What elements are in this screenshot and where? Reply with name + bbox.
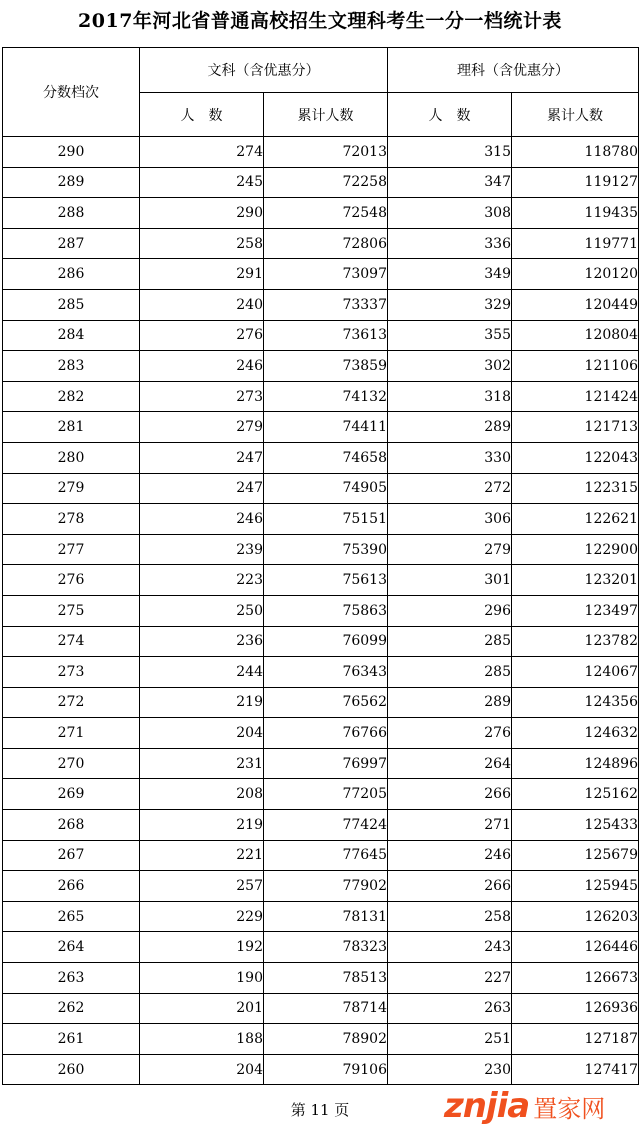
- table-row: [3, 779, 639, 810]
- table-row: [3, 687, 639, 718]
- arts-count-cell: 258: [140, 228, 264, 259]
- arts-cumulative-cell: 74658: [264, 442, 388, 473]
- science-count-cell: 308: [388, 198, 512, 229]
- watermark-logo-text: znjia: [444, 1086, 530, 1126]
- arts-count-cell: 190: [140, 963, 264, 994]
- science-count-cell: 246: [388, 840, 512, 871]
- science-cumulative-cell: 127417: [512, 1054, 639, 1085]
- arts-count-cell: 236: [140, 626, 264, 657]
- science-cumulative-cell: 123201: [512, 565, 639, 596]
- science-count-cell: 355: [388, 320, 512, 351]
- arts-count-cell: 231: [140, 748, 264, 779]
- arts-count-header: 人 数: [140, 93, 264, 137]
- score-cell: 267: [3, 840, 140, 871]
- science-count-cell: 264: [388, 748, 512, 779]
- arts-count-cell: 192: [140, 932, 264, 963]
- science-cumulative-cell: 126446: [512, 932, 639, 963]
- score-cell: 290: [3, 137, 140, 168]
- arts-cumulative-header: 累计人数: [264, 93, 388, 137]
- science-count-cell: 276: [388, 718, 512, 749]
- arts-count-cell: 247: [140, 473, 264, 504]
- score-cell: 279: [3, 473, 140, 504]
- arts-cumulative-cell: 79106: [264, 1054, 388, 1085]
- table-row: [3, 381, 639, 412]
- science-count-cell: 302: [388, 351, 512, 382]
- score-cell: 265: [3, 901, 140, 932]
- science-cumulative-cell: 120449: [512, 289, 639, 320]
- table-row: [3, 228, 639, 259]
- science-cumulative-cell: 123497: [512, 595, 639, 626]
- science-count-cell: 258: [388, 901, 512, 932]
- arts-cumulative-cell: 77205: [264, 779, 388, 810]
- score-cell: 270: [3, 748, 140, 779]
- arts-cumulative-cell: 73097: [264, 259, 388, 290]
- science-count-header: 人 数: [388, 93, 512, 137]
- arts-cumulative-cell: 76562: [264, 687, 388, 718]
- arts-cumulative-cell: 73613: [264, 320, 388, 351]
- science-count-cell: 289: [388, 687, 512, 718]
- table-row: [3, 198, 639, 229]
- score-cell: 264: [3, 932, 140, 963]
- arts-cumulative-cell: 78513: [264, 963, 388, 994]
- arts-count-cell: 250: [140, 595, 264, 626]
- arts-cumulative-cell: 73337: [264, 289, 388, 320]
- arts-cumulative-cell: 78714: [264, 993, 388, 1024]
- arts-cumulative-cell: 77424: [264, 810, 388, 841]
- score-cell: 278: [3, 504, 140, 535]
- science-cumulative-cell: 120804: [512, 320, 639, 351]
- arts-count-cell: 279: [140, 412, 264, 443]
- table-row: [3, 167, 639, 198]
- score-cell: 280: [3, 442, 140, 473]
- score-cell: 277: [3, 534, 140, 565]
- watermark-site-name: 置家网: [533, 1094, 606, 1123]
- score-cell: 273: [3, 657, 140, 688]
- arts-count-cell: 257: [140, 871, 264, 902]
- arts-cumulative-cell: 75613: [264, 565, 388, 596]
- arts-count-cell: 208: [140, 779, 264, 810]
- science-cumulative-cell: 122043: [512, 442, 639, 473]
- score-cell: 261: [3, 1024, 140, 1055]
- arts-count-cell: 274: [140, 137, 264, 168]
- score-cell: 287: [3, 228, 140, 259]
- arts-cumulative-cell: 78323: [264, 932, 388, 963]
- science-count-cell: 230: [388, 1054, 512, 1085]
- science-count-cell: 263: [388, 993, 512, 1024]
- arts-count-cell: 204: [140, 1054, 264, 1085]
- score-cell: 274: [3, 626, 140, 657]
- science-cumulative-cell: 124896: [512, 748, 639, 779]
- arts-count-cell: 229: [140, 901, 264, 932]
- table-row: [3, 1054, 639, 1085]
- science-count-cell: 227: [388, 963, 512, 994]
- arts-count-cell: 221: [140, 840, 264, 871]
- science-cumulative-cell: 124356: [512, 687, 639, 718]
- table-row: [3, 442, 639, 473]
- table-row: [3, 993, 639, 1024]
- science-cumulative-cell: 126203: [512, 901, 639, 932]
- science-cumulative-cell: 120120: [512, 259, 639, 290]
- arts-count-cell: 201: [140, 993, 264, 1024]
- arts-cumulative-cell: 77645: [264, 840, 388, 871]
- table-row: [3, 657, 639, 688]
- score-column-header: 分数档次: [3, 48, 140, 137]
- score-cell: 266: [3, 871, 140, 902]
- science-count-cell: 306: [388, 504, 512, 535]
- table-row: [3, 534, 639, 565]
- science-count-cell: 272: [388, 473, 512, 504]
- arts-cumulative-cell: 74905: [264, 473, 388, 504]
- score-cell: 260: [3, 1054, 140, 1085]
- science-cumulative-cell: 125945: [512, 871, 639, 902]
- score-table: [2, 47, 639, 1085]
- table-row: [3, 473, 639, 504]
- score-cell: 275: [3, 595, 140, 626]
- science-count-cell: 349: [388, 259, 512, 290]
- arts-count-cell: 291: [140, 259, 264, 290]
- score-cell: 284: [3, 320, 140, 351]
- science-count-cell: 289: [388, 412, 512, 443]
- arts-cumulative-cell: 78902: [264, 1024, 388, 1055]
- science-count-cell: 336: [388, 228, 512, 259]
- arts-cumulative-cell: 74411: [264, 412, 388, 443]
- arts-cumulative-cell: 75390: [264, 534, 388, 565]
- science-cumulative-cell: 126936: [512, 993, 639, 1024]
- score-cell: 263: [3, 963, 140, 994]
- science-cumulative-cell: 122315: [512, 473, 639, 504]
- table-row: [3, 412, 639, 443]
- science-cumulative-cell: 123782: [512, 626, 639, 657]
- science-count-cell: 271: [388, 810, 512, 841]
- score-cell: 262: [3, 993, 140, 1024]
- score-cell: 285: [3, 289, 140, 320]
- science-count-cell: 285: [388, 626, 512, 657]
- arts-count-cell: 204: [140, 718, 264, 749]
- science-count-cell: 285: [388, 657, 512, 688]
- science-cumulative-cell: 121713: [512, 412, 639, 443]
- arts-cumulative-cell: 73859: [264, 351, 388, 382]
- table-body: [3, 137, 639, 1085]
- science-count-cell: 251: [388, 1024, 512, 1055]
- score-cell: 289: [3, 167, 140, 198]
- arts-cumulative-cell: 72806: [264, 228, 388, 259]
- science-group-header: 理科（含优惠分）: [388, 48, 639, 93]
- arts-count-cell: 240: [140, 289, 264, 320]
- arts-cumulative-cell: 72013: [264, 137, 388, 168]
- table-row: [3, 871, 639, 902]
- arts-count-cell: 244: [140, 657, 264, 688]
- science-cumulative-cell: 118780: [512, 137, 639, 168]
- science-cumulative-cell: 127187: [512, 1024, 639, 1055]
- table-row: [3, 259, 639, 290]
- score-cell: 271: [3, 718, 140, 749]
- table-row: [3, 748, 639, 779]
- score-cell: 286: [3, 259, 140, 290]
- arts-count-cell: 290: [140, 198, 264, 229]
- table-row: [3, 810, 639, 841]
- science-cumulative-cell: 124067: [512, 657, 639, 688]
- science-count-cell: 266: [388, 779, 512, 810]
- table-row: [3, 840, 639, 871]
- table-row: [3, 1024, 639, 1055]
- score-cell: 282: [3, 381, 140, 412]
- arts-count-cell: 219: [140, 687, 264, 718]
- table-row: [3, 351, 639, 382]
- science-cumulative-cell: 119127: [512, 167, 639, 198]
- arts-count-cell: 223: [140, 565, 264, 596]
- science-cumulative-cell: 121424: [512, 381, 639, 412]
- science-count-cell: 315: [388, 137, 512, 168]
- arts-cumulative-cell: 75863: [264, 595, 388, 626]
- score-cell: 288: [3, 198, 140, 229]
- table-row: [3, 595, 639, 626]
- science-cumulative-cell: 125162: [512, 779, 639, 810]
- arts-count-cell: 247: [140, 442, 264, 473]
- arts-count-cell: 245: [140, 167, 264, 198]
- science-cumulative-cell: 122621: [512, 504, 639, 535]
- science-cumulative-cell: 121106: [512, 351, 639, 382]
- table-row: [3, 137, 639, 168]
- table-row: [3, 963, 639, 994]
- arts-count-cell: 188: [140, 1024, 264, 1055]
- table-row: [3, 718, 639, 749]
- table-row: [3, 901, 639, 932]
- science-count-cell: 266: [388, 871, 512, 902]
- table-row: [3, 289, 639, 320]
- science-count-cell: 243: [388, 932, 512, 963]
- arts-count-cell: 219: [140, 810, 264, 841]
- science-count-cell: 318: [388, 381, 512, 412]
- score-cell: 283: [3, 351, 140, 382]
- page-number: 第 11 页: [290, 1101, 350, 1119]
- arts-cumulative-cell: 76997: [264, 748, 388, 779]
- science-cumulative-cell: 125433: [512, 810, 639, 841]
- score-cell: 281: [3, 412, 140, 443]
- science-cumulative-cell: 119435: [512, 198, 639, 229]
- arts-cumulative-cell: 76766: [264, 718, 388, 749]
- table-row: [3, 320, 639, 351]
- science-count-cell: 279: [388, 534, 512, 565]
- arts-count-cell: 239: [140, 534, 264, 565]
- table-row: [3, 565, 639, 596]
- arts-count-cell: 246: [140, 504, 264, 535]
- arts-count-cell: 276: [140, 320, 264, 351]
- arts-count-cell: 246: [140, 351, 264, 382]
- arts-cumulative-cell: 74132: [264, 381, 388, 412]
- science-cumulative-cell: 125679: [512, 840, 639, 871]
- score-cell: 269: [3, 779, 140, 810]
- science-count-cell: 329: [388, 289, 512, 320]
- arts-cumulative-cell: 72548: [264, 198, 388, 229]
- science-cumulative-header: 累计人数: [512, 93, 639, 137]
- science-cumulative-cell: 126673: [512, 963, 639, 994]
- science-cumulative-cell: 124632: [512, 718, 639, 749]
- score-cell: 276: [3, 565, 140, 596]
- arts-group-header: 文科（含优惠分）: [140, 48, 388, 93]
- science-cumulative-cell: 119771: [512, 228, 639, 259]
- arts-cumulative-cell: 72258: [264, 167, 388, 198]
- arts-count-cell: 273: [140, 381, 264, 412]
- page-title: 2017年河北省普通高校招生文理科考生一分一档统计表: [78, 10, 562, 32]
- arts-cumulative-cell: 76343: [264, 657, 388, 688]
- table-row: [3, 626, 639, 657]
- score-cell: 272: [3, 687, 140, 718]
- science-count-cell: 301: [388, 565, 512, 596]
- watermark-logo: [444, 1085, 640, 1127]
- science-count-cell: 330: [388, 442, 512, 473]
- table-row: [3, 504, 639, 535]
- arts-cumulative-cell: 78131: [264, 901, 388, 932]
- arts-cumulative-cell: 75151: [264, 504, 388, 535]
- score-cell: 268: [3, 810, 140, 841]
- table-row: [3, 932, 639, 963]
- science-count-cell: 296: [388, 595, 512, 626]
- science-count-cell: 347: [388, 167, 512, 198]
- arts-cumulative-cell: 76099: [264, 626, 388, 657]
- science-cumulative-cell: 122900: [512, 534, 639, 565]
- arts-cumulative-cell: 77902: [264, 871, 388, 902]
